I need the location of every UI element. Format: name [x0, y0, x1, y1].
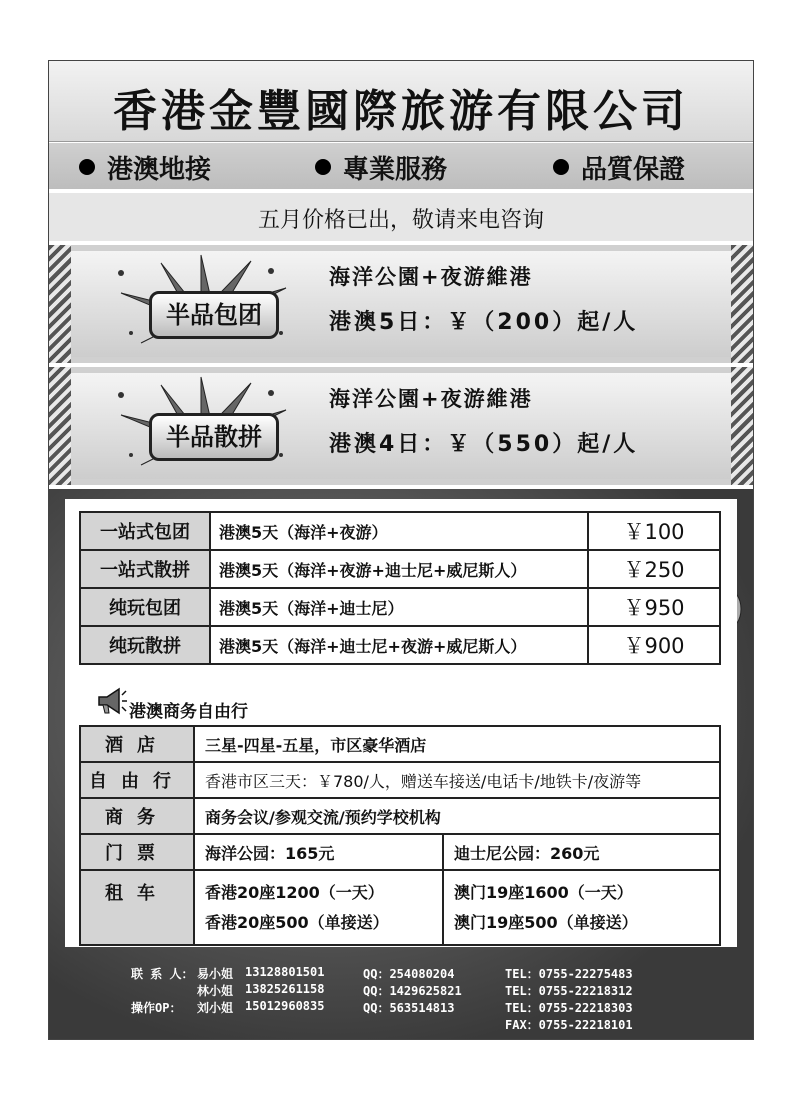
- zigzag-border-right: [731, 367, 753, 485]
- commerce-value: 商务会议/参观交流/预约学校机构: [194, 798, 720, 834]
- promo-line-1: 海洋公園+夜游維港: [329, 265, 533, 289]
- contact-name: 林小姐: [197, 984, 234, 998]
- business-section-title: 港澳商务自由行: [129, 702, 248, 722]
- megaphone-icon: [95, 685, 127, 717]
- car-rental-label: 租车: [80, 870, 194, 945]
- macau-car-rental: [443, 870, 720, 945]
- contact-qq: QQ：1429625821: [363, 984, 462, 998]
- table-row: [80, 870, 720, 945]
- contact-phone: 13825261158: [245, 982, 325, 996]
- table-row: [80, 726, 720, 762]
- slogan-bar: [49, 143, 753, 189]
- package-description: 港澳5天（海洋+夜游+迪士尼+威尼斯人）: [210, 550, 588, 588]
- bullet-icon: [315, 159, 331, 175]
- contact-name: 刘小姐: [197, 1001, 234, 1015]
- promo-line-2: 港澳5日：￥（200）起/人: [329, 310, 639, 335]
- price-notice: 五月价格已出，敬请来电咨询: [257, 208, 544, 233]
- table-row: [80, 762, 720, 798]
- contact-tel: TEL：0755-22218303: [505, 1001, 633, 1015]
- hotel-value: 三星-四星-五星，市区豪华酒店: [194, 726, 720, 762]
- hk-car-transfer: 香港20座500（单接送）: [205, 912, 389, 932]
- bullet-icon: [79, 159, 95, 175]
- macau-car-day: 澳门19座1600（一天）: [454, 882, 633, 902]
- package-description: 港澳5天（海洋+夜游）: [210, 512, 588, 550]
- contact-label: 联 系 人：: [131, 967, 194, 981]
- contact-tel: TEL：0755-22275483: [505, 967, 633, 981]
- zigzag-border-left: [49, 367, 71, 485]
- zigzag-border-right: [731, 245, 753, 363]
- slogan-3: 品質保證: [553, 149, 685, 186]
- contact-phone: 13128801501: [245, 965, 325, 979]
- hotel-label: 酒店: [80, 726, 194, 762]
- package-description: 港澳5天（海洋+迪士尼+夜游+威尼斯人）: [210, 626, 588, 664]
- commerce-label: 商务: [80, 798, 194, 834]
- business-service-table: [79, 725, 721, 946]
- table-row: [80, 626, 720, 664]
- ocean-park-ticket: 海洋公园：165元: [194, 834, 443, 870]
- contact-qq: QQ：563514813: [363, 1001, 455, 1015]
- contact-name: 易小姐: [197, 967, 234, 981]
- company-title: 香港金豐國際旅游有限公司: [113, 86, 689, 137]
- package-price: ￥900: [588, 626, 720, 664]
- package-price: ￥100: [588, 512, 720, 550]
- package-price: ￥950: [588, 588, 720, 626]
- package-category: 一站式包团: [80, 512, 210, 550]
- title-bar: [49, 61, 753, 142]
- disney-ticket: 迪士尼公园：260元: [443, 834, 720, 870]
- notice-bar: [49, 193, 753, 241]
- tickets-label: 门票: [80, 834, 194, 870]
- package-price-table: [79, 511, 721, 665]
- package-category: 纯玩包团: [80, 588, 210, 626]
- package-description: 港澳5天（海洋+迪士尼）: [210, 588, 588, 626]
- table-row: [80, 588, 720, 626]
- contact-phone: 15012960835: [245, 999, 325, 1013]
- hk-car-day: 香港20座1200（一天）: [205, 882, 384, 902]
- table-row: [80, 550, 720, 588]
- promo-badge: 半品散拼: [149, 413, 279, 461]
- bullet-icon: [553, 159, 569, 175]
- price-panel: [65, 499, 737, 947]
- table-row: [80, 512, 720, 550]
- operator-label: 操作OP：: [131, 1001, 182, 1015]
- slogan-2: 專業服務: [315, 149, 447, 186]
- contact-info: [49, 951, 753, 1039]
- slogan-1: 港澳地接: [79, 149, 211, 186]
- free-travel-value: 香港市区三天：￥780/人，赠送车接送/电话卡/地铁卡/夜游等: [194, 762, 720, 798]
- package-price: ￥250: [588, 550, 720, 588]
- contact-qq: QQ：254080204: [363, 967, 455, 981]
- promo-band-2: [49, 367, 753, 485]
- flyer: [48, 60, 754, 1040]
- promo-band-1: [49, 245, 753, 363]
- package-category: 一站式散拼: [80, 550, 210, 588]
- zigzag-border-left: [49, 245, 71, 363]
- table-row: [80, 834, 720, 870]
- macau-car-transfer: 澳门19座500（单接送）: [454, 912, 638, 932]
- free-travel-label: 自由行: [80, 762, 194, 798]
- package-category: 纯玩散拼: [80, 626, 210, 664]
- contact-fax: FAX：0755-22218101: [505, 1018, 633, 1032]
- promo-line-1: 海洋公園+夜游維港: [329, 387, 533, 411]
- table-row: [80, 798, 720, 834]
- promo-badge: 半品包团: [149, 291, 279, 339]
- promo-line-2: 港澳4日：￥（550）起/人: [329, 432, 639, 457]
- hk-car-rental: [194, 870, 443, 945]
- contact-tel: TEL：0755-22218312: [505, 984, 633, 998]
